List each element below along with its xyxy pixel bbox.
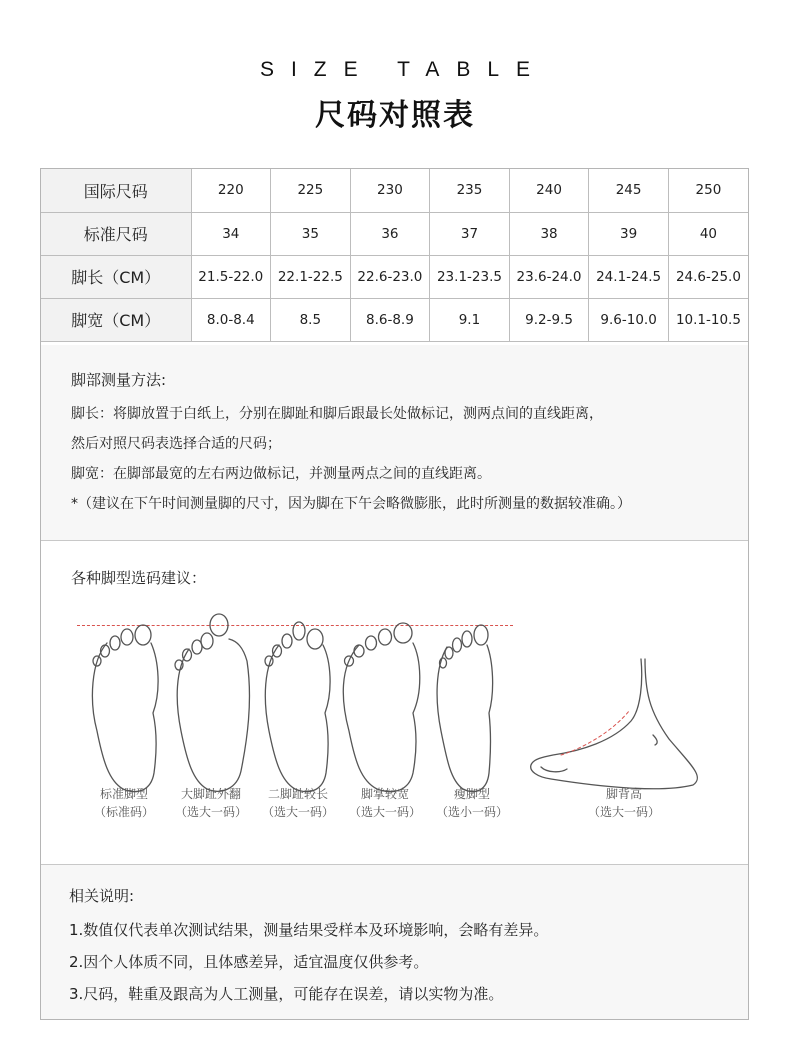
foot-long-second-toe-illustration xyxy=(265,622,330,792)
cell: 22.6-23.0 xyxy=(350,255,430,298)
cell: 10.1-10.5 xyxy=(668,298,748,341)
measure-line: 然后对照尺码表选择合适的尺码； xyxy=(71,436,281,452)
note-line: 1.数值仅代表单次测试结果，测量结果受样本及环境影响，会略有差异。 xyxy=(69,921,549,939)
foot-type-advice: （选大一码） xyxy=(348,805,421,819)
cell: 24.1-24.5 xyxy=(589,255,669,298)
cell: 40 xyxy=(668,212,748,255)
cell: 35 xyxy=(271,212,351,255)
notes-heading: 相关说明: xyxy=(69,887,135,905)
measure-line: *（建议在下午时间测量脚的尺寸，因为脚在下午会略微膨胀，此时所测量的数据较准确。） xyxy=(71,496,631,512)
cell: 8.6-8.9 xyxy=(350,298,430,341)
foot-type-caption xyxy=(253,785,343,821)
foot-type-name: 瘦脚型 xyxy=(453,787,490,801)
foot-high-instep-illustration xyxy=(531,659,698,789)
foot-type-caption xyxy=(579,785,669,821)
foot-type-advice: （选大一码） xyxy=(261,805,334,819)
foot-types-heading: 各种脚型选码建议： xyxy=(71,569,207,587)
cell: 38 xyxy=(509,212,589,255)
title-zh: 尺码对照表 xyxy=(315,98,475,133)
foot-type-name: 脚掌较宽 xyxy=(360,787,409,801)
note-line: 3.尺码，鞋重及跟高为人工测量，可能存在误差，请以实物为准。 xyxy=(69,985,504,1003)
cell: 37 xyxy=(430,212,510,255)
row-label: 标准尺码 xyxy=(41,212,191,255)
cell: 21.5-22.0 xyxy=(191,255,271,298)
row-std-size xyxy=(41,212,748,255)
cell: 235 xyxy=(430,169,510,212)
foot-standard-illustration xyxy=(92,625,158,792)
measure-heading: 脚部测量方法: xyxy=(71,371,167,389)
measure-section xyxy=(41,345,748,541)
measure-line: 脚宽：在脚部最宽的左右两边做标记，并测量两点之间的直线距离。 xyxy=(71,466,491,482)
cell: 34 xyxy=(191,212,271,255)
foot-type-caption xyxy=(427,785,517,821)
foot-type-advice: （选大一码） xyxy=(587,805,660,819)
foot-type-name: 二脚趾较长 xyxy=(267,787,328,801)
row-intl-size xyxy=(41,169,748,212)
cell: 250 xyxy=(668,169,748,212)
foot-type-advice: （选小一码） xyxy=(435,805,508,819)
size-chart-frame xyxy=(40,168,749,1020)
foot-type-advice: （选大一码） xyxy=(174,805,247,819)
cell: 220 xyxy=(191,169,271,212)
row-label: 脚长（CM） xyxy=(41,255,191,298)
foot-type-name: 大脚趾外翻 xyxy=(180,787,241,801)
foot-slim-illustration xyxy=(437,625,493,792)
cell: 23.6-24.0 xyxy=(509,255,589,298)
row-label: 国际尺码 xyxy=(41,169,191,212)
measure-line: 脚长：将脚放置于白纸上，分别在脚趾和脚后跟最长处做标记，测两点间的直线距离， xyxy=(71,406,603,422)
cell: 39 xyxy=(589,212,669,255)
cell: 23.1-23.5 xyxy=(430,255,510,298)
foot-type-caption xyxy=(79,785,169,821)
cell: 245 xyxy=(589,169,669,212)
row-foot-width xyxy=(41,298,748,341)
notes-section xyxy=(41,865,748,1019)
size-table xyxy=(41,169,748,342)
cell: 240 xyxy=(509,169,589,212)
foot-type-caption xyxy=(166,785,256,821)
cell: 230 xyxy=(350,169,430,212)
cell: 24.6-25.0 xyxy=(668,255,748,298)
cell: 36 xyxy=(350,212,430,255)
foot-wide-illustration xyxy=(343,623,419,792)
cell: 9.2-9.5 xyxy=(509,298,589,341)
foot-type-name: 标准脚型 xyxy=(99,787,148,801)
foot-type-caption xyxy=(340,785,430,821)
cell: 22.1-22.5 xyxy=(271,255,351,298)
foot-types-section xyxy=(41,541,748,865)
note-line: 2.因个人体质不同，且体感差异，适宜温度仅供参考。 xyxy=(69,953,429,971)
cell: 225 xyxy=(271,169,351,212)
cell: 9.6-10.0 xyxy=(589,298,669,341)
foot-type-advice: （标准码） xyxy=(93,805,154,819)
row-foot-length xyxy=(41,255,748,298)
cell: 8.0-8.4 xyxy=(191,298,271,341)
cell: 9.1 xyxy=(430,298,510,341)
row-label: 脚宽（CM） xyxy=(41,298,191,341)
foot-bunion-illustration xyxy=(175,614,249,791)
title-en: SIZE TABLE xyxy=(259,58,548,81)
foot-type-name: 脚背高 xyxy=(605,787,642,801)
cell: 8.5 xyxy=(271,298,351,341)
